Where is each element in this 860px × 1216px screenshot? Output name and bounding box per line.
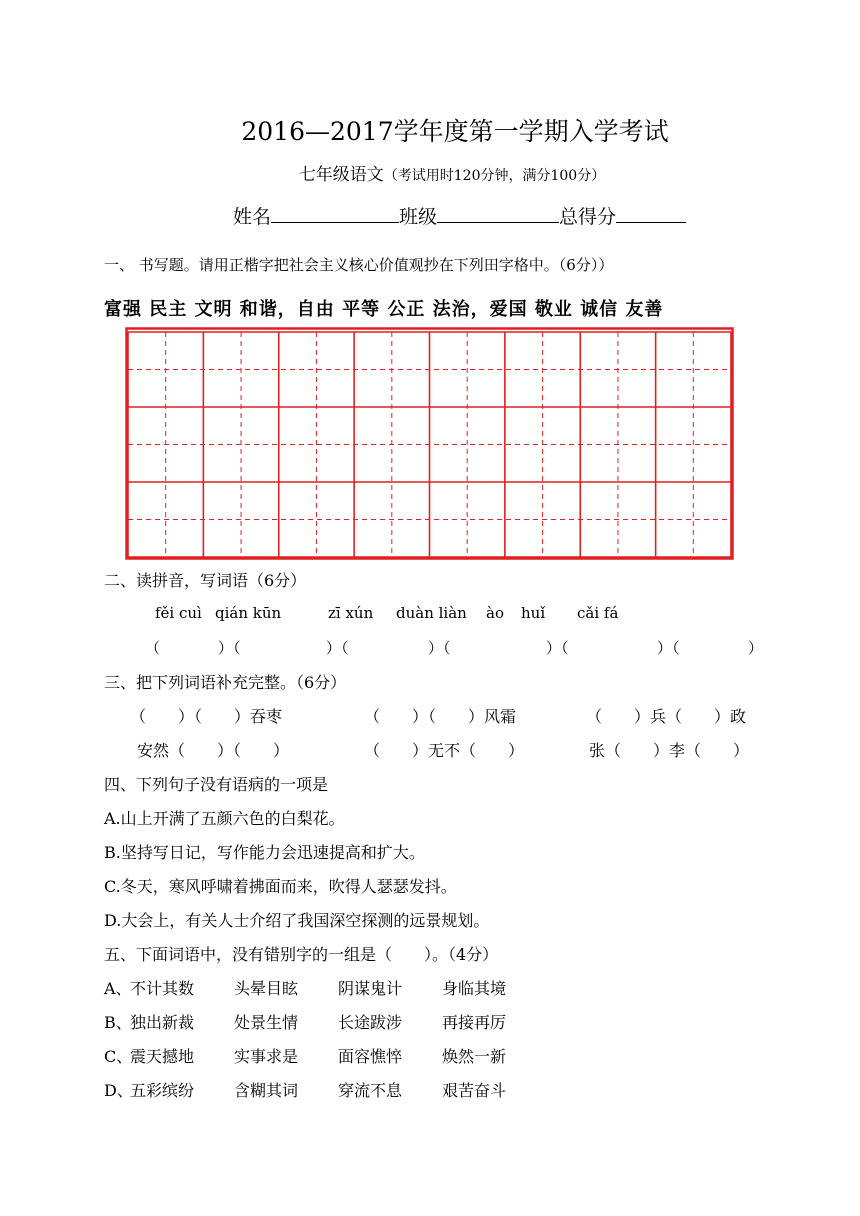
q5-option-a-word-4: 身临其境 [442, 979, 507, 998]
exam-title: 2016—2017学年度第一学期入学考试 [241, 117, 669, 146]
tianzi-grid[interactable] [125, 327, 734, 560]
student-info-line [233, 202, 686, 229]
q5-option-a-word-1: 不计其数 [130, 979, 195, 998]
pinyin-5: ào [486, 604, 504, 622]
pinyin-1: fěi cuì [155, 604, 202, 622]
answer-paren-5: ）（ [546, 639, 569, 657]
name-blank [271, 204, 399, 223]
q5-option-b-word-2: 处景生情 [234, 1013, 299, 1032]
q3-item-5: （ ）无不（ ） [364, 741, 525, 760]
q1-heading: 一、 书写题。请用正楷字把社会主义核心价值观抄在下列田字格中。（6分）） [104, 256, 614, 274]
q5-option-a-label: A、 [104, 979, 132, 998]
q3-item-4: 安然（ ）（ ） [137, 741, 290, 760]
pinyin-6: huǐ [521, 604, 546, 622]
class-blank [437, 204, 559, 223]
q2-heading: 二、读拼音，写词语（6分） [104, 571, 307, 590]
q1-slogan: 富强 民主 文明 和谐，自由 平等 公正 法治，爱国 敬业 诚信 友善 [104, 299, 664, 320]
q5-option-c-label: C、 [104, 1047, 133, 1066]
q5-option-d-label: D、 [104, 1081, 133, 1100]
q5-option-b-word-4: 再接再厉 [442, 1013, 507, 1032]
q4-option-d: D.大会上，有关人士介绍了我国深空探测的远景规划。 [104, 911, 490, 930]
subtitle-main: 七年级语文 [298, 165, 384, 185]
q4-option-b: B.坚持写日记，写作能力会迅速提高和扩大。 [104, 843, 425, 862]
answer-paren-7: ） [748, 639, 764, 657]
q3-item-3: （ ）兵（ ）政 [586, 707, 747, 726]
q5-option-d-word-1: 五彩缤纷 [130, 1081, 195, 1100]
class-label: 班级 [399, 206, 438, 228]
q3-heading: 三、把下列词语补充完整。（6分） [104, 673, 347, 692]
answer-paren-4: ）（ [428, 639, 451, 657]
score-blank [616, 204, 686, 223]
answer-paren-1: （ [145, 639, 161, 657]
q4-heading: 四、下列句子没有语病的一项是 [104, 775, 329, 794]
q3-item-6: 张（ ）李（ ） [589, 741, 750, 760]
answer-paren-6: ）（ [657, 639, 680, 657]
pinyin-3: zī xún [328, 604, 374, 622]
q5-option-c-word-1: 震天撼地 [130, 1047, 195, 1066]
q5-option-c-word-2: 实事求是 [234, 1047, 299, 1066]
q5-heading: 五、下面词语中，没有错别字的一组是（ ）。（4分） [104, 945, 499, 964]
pinyin-2: qián kūn [215, 604, 282, 622]
exam-subtitle [0, 160, 860, 185]
answer-paren-3: ）（ [326, 639, 349, 657]
score-label: 总得分 [559, 206, 617, 228]
name-label: 姓名 [233, 206, 272, 228]
pinyin-4: duàn liàn [396, 604, 467, 622]
subtitle-note: （考试用时120分钟，满分100分） [383, 168, 606, 184]
q5-option-a-word-3: 阴谋鬼计 [338, 979, 403, 998]
q5-option-b-word-3: 长途跋涉 [338, 1013, 403, 1032]
answer-paren-2: ）（ [218, 639, 241, 657]
q5-option-b-label: B、 [104, 1013, 132, 1032]
q4-option-a: A.山上开满了五颜六色的白梨花。 [104, 809, 345, 828]
q4-option-c: C.冬天，寒风呼啸着拂面而来，吹得人瑟瑟发抖。 [104, 877, 457, 896]
q5-option-d-word-2: 含糊其词 [234, 1081, 299, 1100]
q5-option-c-word-3: 面容憔悴 [338, 1047, 403, 1066]
q5-option-d-word-4: 艰苦奋斗 [442, 1081, 507, 1100]
q5-option-c-word-4: 焕然一新 [442, 1047, 507, 1066]
pinyin-7: cǎi fá [577, 604, 619, 622]
q5-option-a-word-2: 头晕目眩 [234, 979, 299, 998]
q5-option-b-word-1: 独出新裁 [130, 1013, 195, 1032]
q3-item-1: （ ）（ ）吞枣 [130, 707, 283, 726]
q5-option-d-word-3: 穿流不息 [338, 1081, 403, 1100]
q3-item-2: （ ）（ ）风霜 [364, 707, 517, 726]
tianzi-grid-drawing [125, 327, 734, 560]
